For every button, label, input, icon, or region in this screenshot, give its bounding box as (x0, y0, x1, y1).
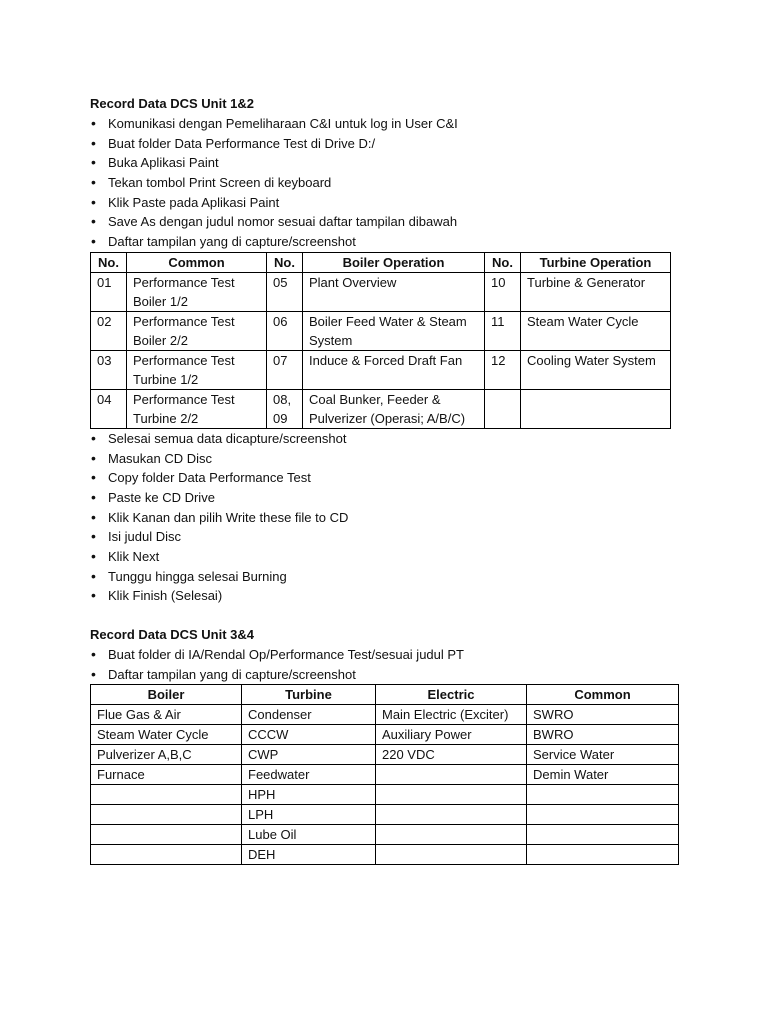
list-item: • Buat folder di IA/Rendal Op/Performance Test/sesuai judul PT (90, 645, 680, 665)
column-header: Common (127, 252, 267, 272)
table-cell (527, 825, 679, 845)
table-cell (376, 765, 527, 785)
list-item: • Daftar tampilan yang di capture/screenshot (90, 232, 680, 252)
table-row (91, 311, 671, 350)
unit12-display-table (90, 252, 671, 429)
document-page (90, 94, 680, 865)
table-cell: LPH (242, 805, 376, 825)
list-item: • Paste ke CD Drive (90, 488, 680, 508)
table-cell: 11 (485, 311, 521, 350)
table-cell: HPH (242, 785, 376, 805)
table-cell: Condenser (242, 705, 376, 725)
table-cell: Furnace (91, 765, 242, 785)
table-cell: Boiler Feed Water & Steam System (303, 311, 485, 350)
list-item: • Copy folder Data Performance Test (90, 468, 680, 488)
list-item: • Komunikasi dengan Pemeliharaan C&I untuk log in User C&I (90, 114, 680, 134)
table-row (91, 745, 679, 765)
table-cell: Service Water (527, 745, 679, 765)
list-item: • Klik Kanan dan pilih Write these file to CD (90, 508, 680, 528)
column-header: Common (527, 685, 679, 705)
table-header-row (91, 252, 671, 272)
list-item: • Selesai semua data dicapture/screenshot (90, 429, 680, 449)
table-row (91, 725, 679, 745)
table-cell: Pulverizer A,B,C (91, 745, 242, 765)
table-cell (91, 785, 242, 805)
table-row (91, 825, 679, 845)
table-cell: Steam Water Cycle (521, 311, 671, 350)
table-cell (91, 825, 242, 845)
table-row (91, 350, 671, 389)
table-row (91, 705, 679, 725)
table-cell: SWRO (527, 705, 679, 725)
table-cell: 10 (485, 272, 521, 311)
table-cell: 06 (267, 311, 303, 350)
table-cell: CWP (242, 745, 376, 765)
table-row (91, 805, 679, 825)
table-cell: Steam Water Cycle (91, 725, 242, 745)
section2-steps (90, 645, 680, 684)
table-cell: 05 (267, 272, 303, 311)
table-cell: 07 (267, 350, 303, 389)
table-cell: Performance Test Boiler 2/2 (127, 311, 267, 350)
table-cell: 01 (91, 272, 127, 311)
table-header-row (91, 685, 679, 705)
table-cell (527, 805, 679, 825)
table-cell: CCCW (242, 725, 376, 745)
table-cell: Auxiliary Power (376, 725, 527, 745)
table-cell: Plant Overview (303, 272, 485, 311)
table-cell: 08, 09 (267, 389, 303, 428)
table-cell: Coal Bunker, Feeder & Pulverizer (Operasi; A/B/C) (303, 389, 485, 428)
column-header: No. (267, 252, 303, 272)
column-header: Boiler Operation (303, 252, 485, 272)
table-cell (527, 845, 679, 865)
column-header: No. (91, 252, 127, 272)
table-cell (376, 785, 527, 805)
table-cell (485, 389, 521, 428)
table-cell (376, 805, 527, 825)
list-item: • Daftar tampilan yang di capture/screenshot (90, 665, 680, 685)
table-cell: Flue Gas & Air (91, 705, 242, 725)
table-cell: 220 VDC (376, 745, 527, 765)
section1-steps-before (90, 114, 680, 252)
table-cell (521, 389, 671, 428)
list-item: • Buka Aplikasi Paint (90, 153, 680, 173)
table-cell: Demin Water (527, 765, 679, 785)
unit34-display-table (90, 684, 679, 865)
table-cell (376, 825, 527, 845)
list-item: • Tekan tombol Print Screen di keyboard (90, 173, 680, 193)
table-cell: Turbine & Generator (521, 272, 671, 311)
column-header: Turbine (242, 685, 376, 705)
column-header: Boiler (91, 685, 242, 705)
table-cell: Feedwater (242, 765, 376, 785)
table-row (91, 272, 671, 311)
list-item: • Klik Paste pada Aplikasi Paint (90, 193, 680, 213)
table-cell: Lube Oil (242, 825, 376, 845)
table-cell: BWRO (527, 725, 679, 745)
table-row (91, 389, 671, 428)
table-row (91, 785, 679, 805)
list-item: • Buat folder Data Performance Test di Drive D:/ (90, 134, 680, 154)
table-cell: 03 (91, 350, 127, 389)
table-cell: Cooling Water System (521, 350, 671, 389)
column-header: Electric (376, 685, 527, 705)
table-row (91, 765, 679, 785)
list-item: • Tunggu hingga selesai Burning (90, 567, 680, 587)
table-row (91, 845, 679, 865)
table-cell: Performance Test Boiler 1/2 (127, 272, 267, 311)
section1-title: Record Data DCS Unit 1&2 (90, 96, 254, 111)
table-cell: Performance Test Turbine 2/2 (127, 389, 267, 428)
column-header: Turbine Operation (521, 252, 671, 272)
column-header: No. (485, 252, 521, 272)
section1-steps-after (90, 429, 680, 606)
section2-title: Record Data DCS Unit 3&4 (90, 627, 254, 642)
table-cell: Performance Test Turbine 1/2 (127, 350, 267, 389)
table-cell (91, 805, 242, 825)
table-cell: Main Electric (Exciter) (376, 705, 527, 725)
table-cell (376, 845, 527, 865)
list-item: • Klik Finish (Selesai) (90, 586, 680, 606)
list-item: • Masukan CD Disc (90, 449, 680, 469)
table-cell: DEH (242, 845, 376, 865)
table-cell: 12 (485, 350, 521, 389)
table-cell: 04 (91, 389, 127, 428)
table-cell (527, 785, 679, 805)
table-cell: Induce & Forced Draft Fan (303, 350, 485, 389)
table-cell: 02 (91, 311, 127, 350)
table-cell (91, 845, 242, 865)
list-item: • Isi judul Disc (90, 527, 680, 547)
list-item: • Klik Next (90, 547, 680, 567)
list-item: • Save As dengan judul nomor sesuai daftar tampilan dibawah (90, 212, 680, 232)
